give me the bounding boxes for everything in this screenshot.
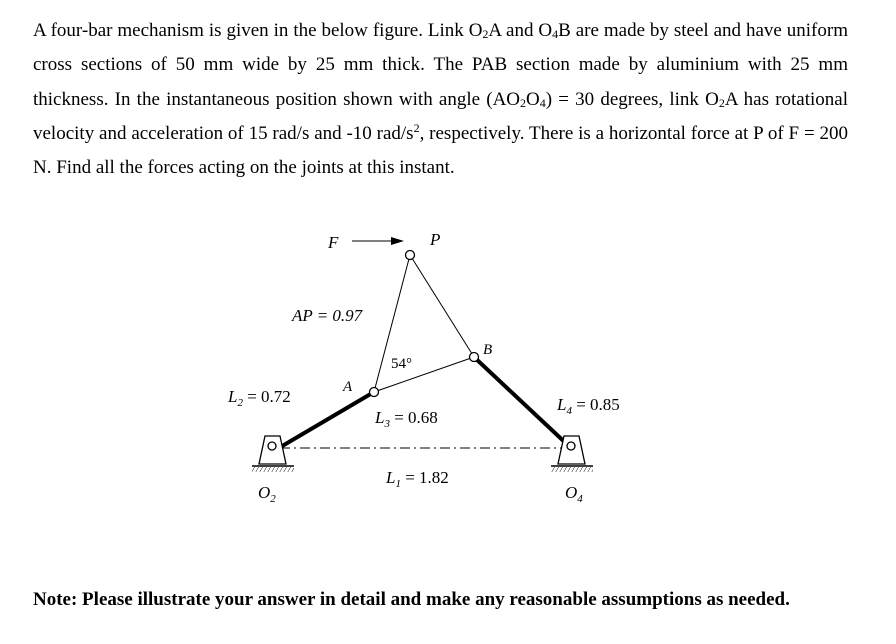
problem-text: A four-bar mechanism is given in the below figure. Link O xyxy=(33,20,483,41)
superscript: 2 xyxy=(413,120,420,135)
subscript: 4 xyxy=(552,27,559,41)
coupler-triangle xyxy=(374,255,474,392)
problem-text: ) = 30 degrees, link O xyxy=(545,88,719,110)
o4-label: $O_4$ xyxy=(565,483,583,505)
ground-support-o4 xyxy=(551,436,593,472)
joint-p xyxy=(406,251,415,260)
problem-text: , respectively. There is a horizontal force at P of F = 200 N. Find all the forces acting on the joints at this instant. xyxy=(33,122,848,179)
note-text: Note: Please illustrate your answer in detail and make any reasonable assumptions as needed. xyxy=(33,589,790,610)
subscript: 2 xyxy=(482,27,489,41)
subscript: 2 xyxy=(520,95,527,110)
point-p-label: P xyxy=(430,230,441,249)
joint-a xyxy=(370,388,379,397)
o2-label: $O_2$ xyxy=(258,483,276,505)
l1-label: $L_1 = 1.82$ xyxy=(386,468,449,490)
l2-label: $L_2 = 0.72$ xyxy=(228,387,291,409)
link-ab xyxy=(374,357,474,392)
l3-label: $L_3 = 0.68$ xyxy=(375,408,438,430)
problem-text: A has rotational velocity and acceleration of 15 rad/s and -10 rad/s xyxy=(33,88,849,144)
problem-text: O xyxy=(526,88,540,110)
link-pb xyxy=(410,255,474,357)
ap-length-label: AP = 0.97 xyxy=(292,306,363,325)
point-a-label: A xyxy=(343,379,353,395)
problem-text: A and O xyxy=(488,20,553,41)
subscript: 4 xyxy=(539,95,546,110)
force-label: F xyxy=(328,233,339,252)
problem-text: B are made by steel and have uniform cross sections of 50 mm wide by 25 mm thick. The PAB section made by aluminium with 25 mm thickness. In the instantaneous position shown with angle (AO xyxy=(33,20,848,110)
l4-label: $L_4 = 0.85$ xyxy=(557,395,620,417)
joint-b xyxy=(470,353,479,362)
subscript: 2 xyxy=(718,95,725,110)
force-arrowhead xyxy=(391,237,404,245)
point-b-label: B xyxy=(483,342,493,358)
angle-label: 54° xyxy=(391,356,412,372)
